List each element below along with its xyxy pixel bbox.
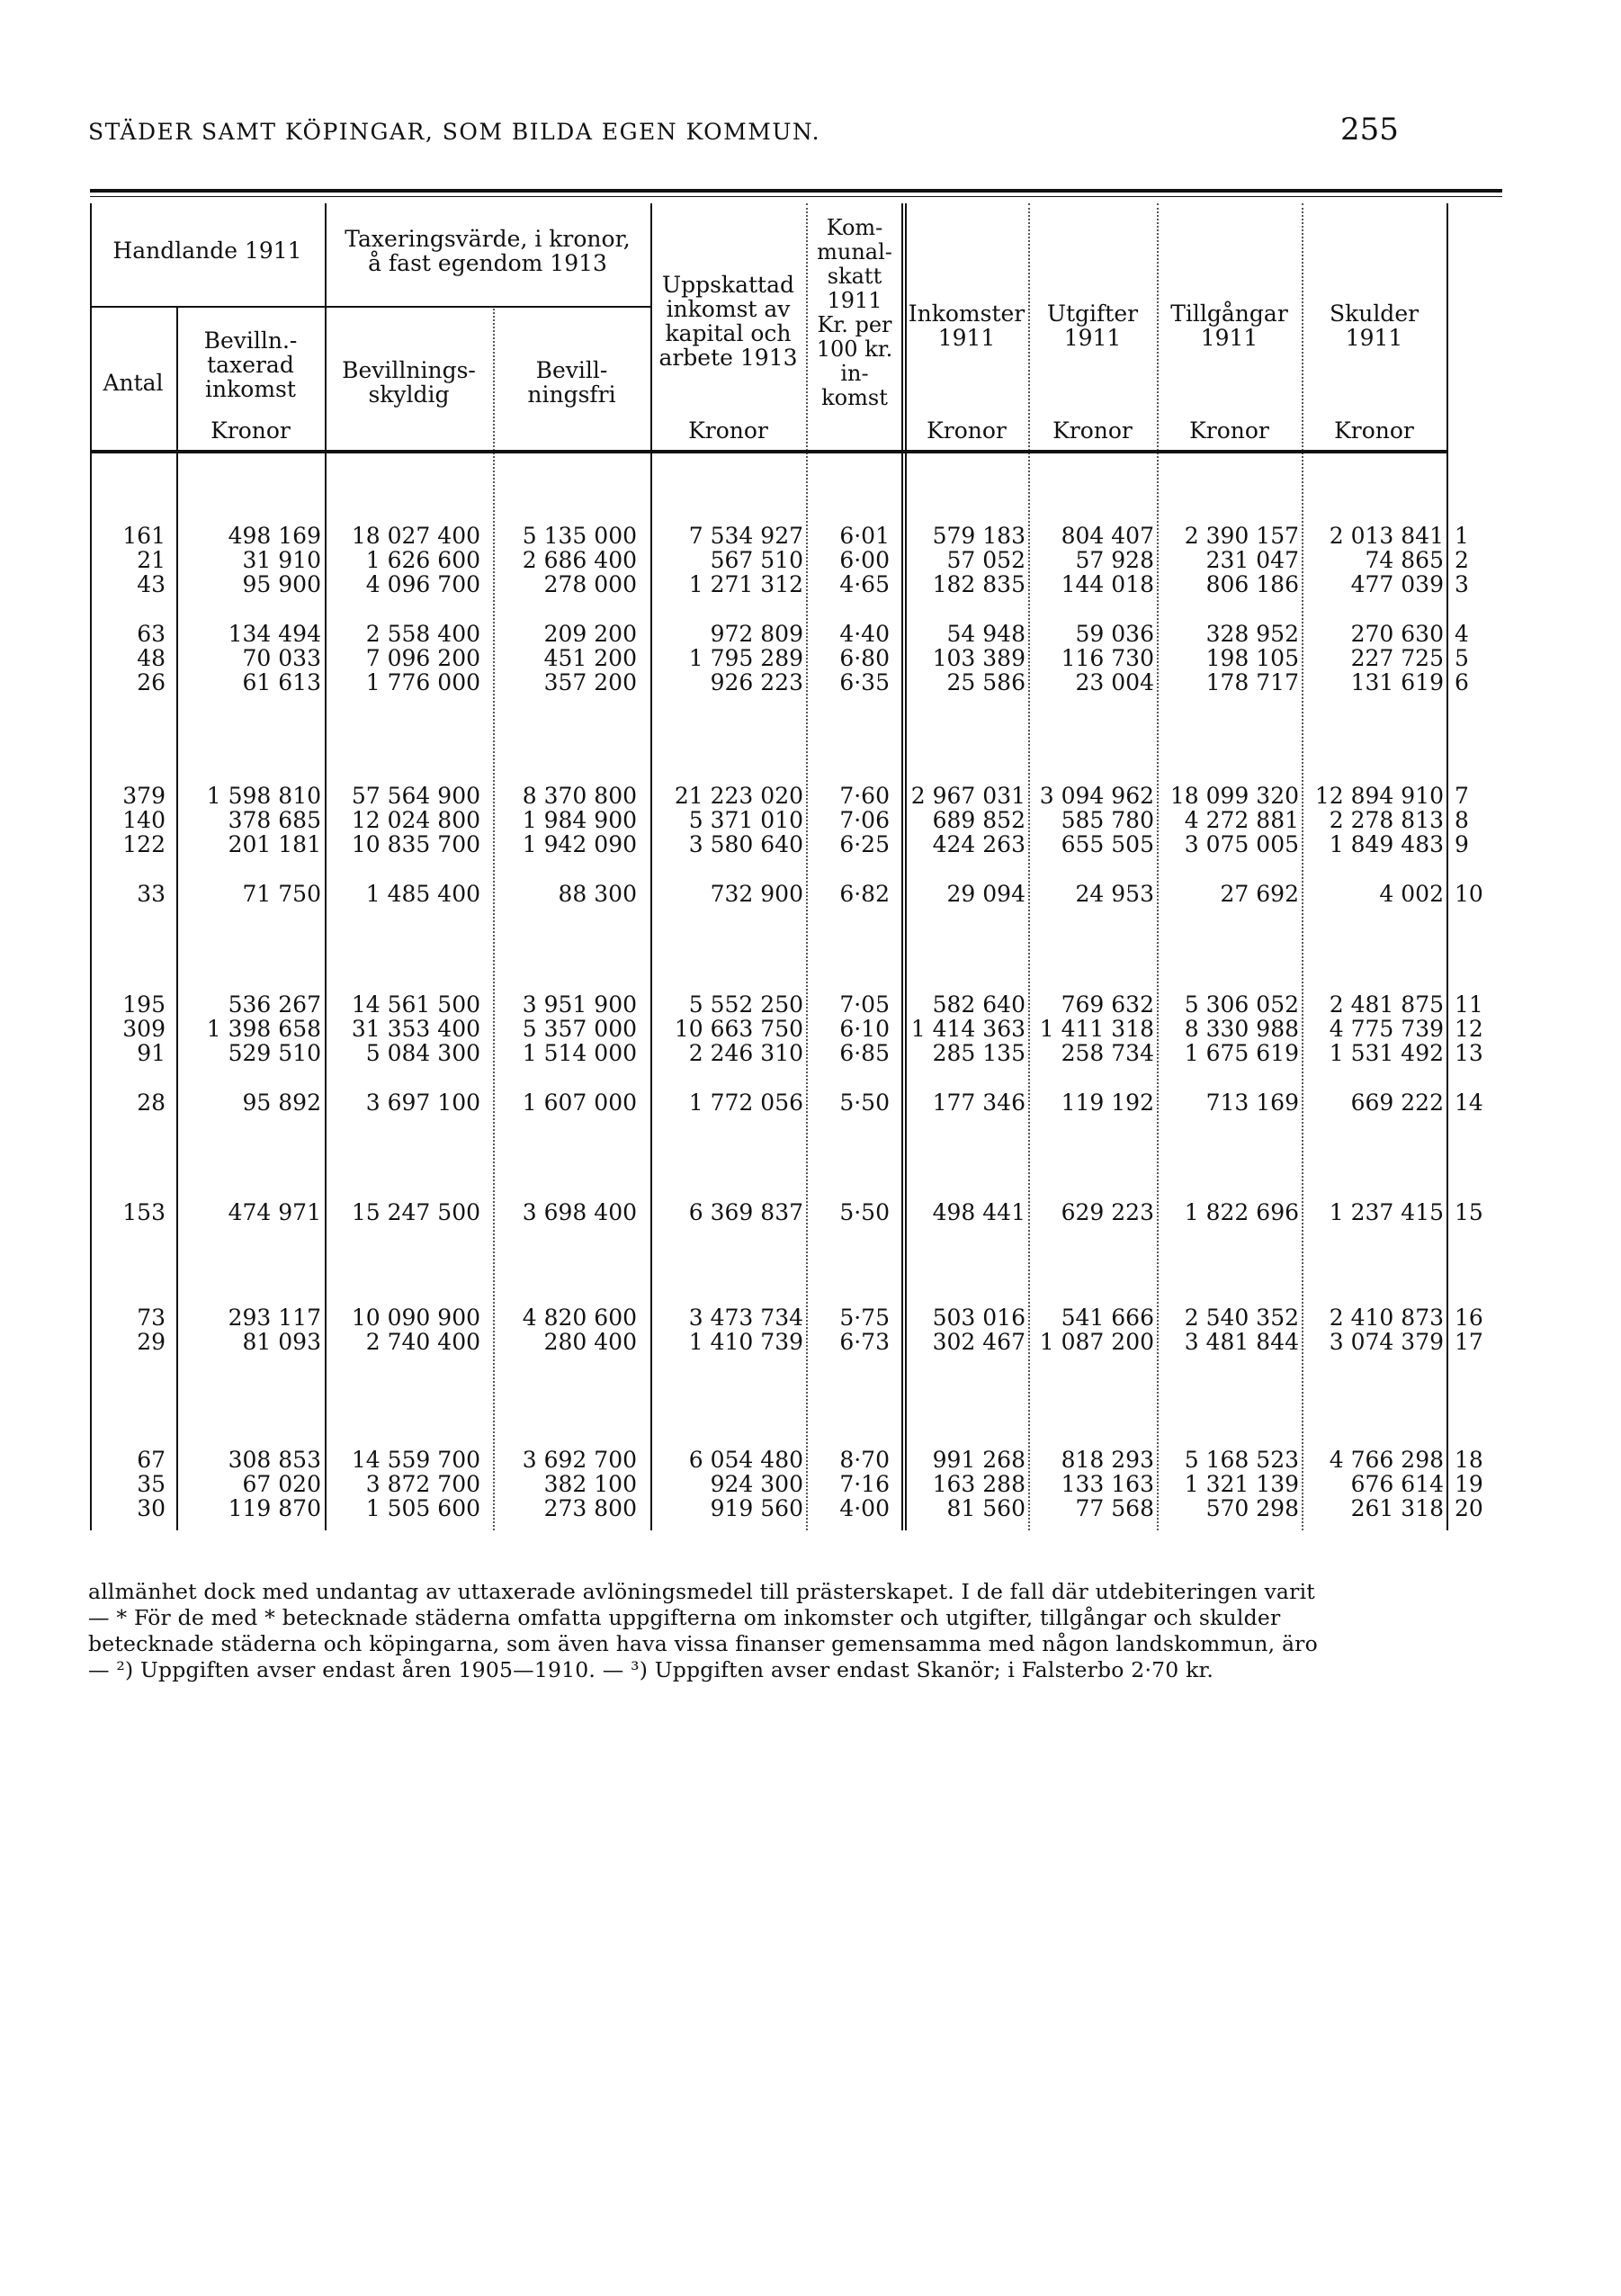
cell-antal: 153 [122,1199,166,1225]
cell-uppsk: 3 473 734 [688,1305,803,1331]
cell-bevilln: 95 900 [242,571,321,597]
table-row [0,622,1621,646]
table-row [0,1496,1621,1520]
cell-inkomster: 689 852 [932,807,1025,833]
cell-skatt: 4·65 [839,571,890,597]
cell-uppsk: 1 271 312 [688,571,803,597]
cell-tillgangar: 178 717 [1205,669,1299,695]
footnote-line: — ²) Uppgiften avser endast åren 1905—1910. — ³) Uppgiften avser endast Skanör; i Falsterbo 2·70 kr. [88,1657,1214,1682]
header-bottom-rule [90,450,1446,453]
cell-inkomster: 57 052 [946,547,1025,573]
cell-nr: 20 [1455,1495,1483,1521]
cell-uppsk: 10 663 750 [674,1016,803,1042]
cell-uppsk: 7 534 927 [688,523,803,549]
cell-inkomster: 582 640 [932,991,1025,1018]
cell-inkomster: 424 263 [932,831,1025,857]
cell-skatt: 6·85 [839,1040,890,1066]
cell-utgifter: 258 734 [1061,1040,1154,1066]
cell-skatt: 6·00 [839,547,890,573]
cell-utgifter: 804 407 [1061,523,1154,549]
cell-fri: 357 200 [543,669,637,695]
cell-bevilln: 1 398 658 [206,1016,321,1042]
cell-bevilln: 67 020 [242,1471,321,1497]
cell-nr: 19 [1455,1471,1483,1497]
cell-nr: 1 [1455,523,1469,549]
cell-utgifter: 59 036 [1075,621,1154,647]
cell-skyldig: 7 096 200 [365,645,480,671]
cell-skulder: 261 318 [1350,1495,1444,1521]
cell-fri: 1 984 900 [522,807,637,833]
cell-antal: 195 [122,991,166,1018]
cell-fri: 1 514 000 [522,1040,637,1066]
cell-utgifter: 57 928 [1075,547,1154,573]
header-kommunalskatt: Kom- munal- skatt 1911 Kr. per 100 kr. in- komst [816,215,893,410]
cell-bevilln: 308 853 [228,1447,321,1473]
cell-bevilln: 498 169 [228,523,321,549]
cell-bevilln: 1 598 810 [206,783,321,809]
cell-tillgangar: 1 321 139 [1184,1471,1299,1497]
cell-inkomster: 2 967 031 [910,783,1025,809]
header-kronor: Kronor [1334,417,1414,444]
header-skulder: Skulder 1911 [1329,300,1419,351]
cell-skatt: 6·10 [839,1016,890,1042]
header-antal: Antal [103,370,164,396]
cell-skyldig: 31 353 400 [351,1016,480,1042]
cell-bevilln: 293 117 [228,1305,321,1331]
cell-uppsk: 924 300 [710,1471,803,1497]
cell-skulder: 2 278 813 [1329,807,1444,833]
cell-skatt: 6·35 [839,669,890,695]
cell-fri: 88 300 [558,881,637,907]
cell-fri: 3 692 700 [522,1447,637,1473]
cell-fri: 273 800 [543,1495,637,1521]
cell-skatt: 6·82 [839,881,890,907]
cell-fri: 280 400 [543,1329,637,1355]
cell-fri: 1 607 000 [522,1090,637,1116]
cell-utgifter: 3 094 962 [1039,783,1154,809]
cell-fri: 4 820 600 [522,1305,637,1331]
header-bevilln-taxerad: Bevilln.- taxerad inkomst [203,327,298,402]
header-kronor: Kronor [1052,417,1133,444]
cell-antal: 28 [137,1090,166,1116]
cell-antal: 309 [122,1016,166,1042]
cell-fri: 451 200 [543,645,637,671]
cell-utgifter: 133 163 [1061,1471,1154,1497]
cell-tillgangar: 4 272 881 [1184,807,1299,833]
cell-fri: 3 951 900 [522,991,637,1018]
cell-skatt: 4·00 [839,1495,890,1521]
cell-bevilln: 71 750 [242,881,321,907]
table-row [0,572,1621,596]
cell-tillgangar: 2 540 352 [1184,1305,1299,1331]
cell-inkomster: 54 948 [946,621,1025,647]
cell-tillgangar: 198 105 [1205,645,1299,671]
cell-tillgangar: 18 099 320 [1169,783,1299,809]
cell-bevilln: 474 971 [228,1199,321,1225]
cell-antal: 140 [122,807,166,833]
header-subrule [90,306,650,308]
header-handlande: Handlande 1911 [112,238,302,264]
cell-uppsk: 21 223 020 [674,783,803,809]
cell-utgifter: 1 087 200 [1039,1329,1154,1355]
cell-utgifter: 769 632 [1061,991,1154,1018]
cell-bevilln: 529 510 [228,1040,321,1066]
cell-bevilln: 119 870 [228,1495,321,1521]
table-row [0,1305,1621,1330]
cell-skatt: 5·75 [839,1305,890,1331]
cell-skulder: 1 849 483 [1329,831,1444,857]
header-utgifter: Utgifter 1911 [1046,300,1139,351]
cell-fri: 3 698 400 [522,1199,637,1225]
cell-bevilln: 95 892 [242,1090,321,1116]
cell-nr: 2 [1455,547,1469,573]
cell-inkomster: 498 441 [932,1199,1025,1225]
cell-bevilln: 201 181 [228,831,321,857]
cell-nr: 11 [1455,991,1483,1018]
cell-uppsk: 5 371 010 [688,807,803,833]
cell-skulder: 1 531 492 [1329,1040,1444,1066]
cell-tillgangar: 5 306 052 [1184,991,1299,1018]
cell-skatt: 6·80 [839,645,890,671]
cell-tillgangar: 1 675 619 [1184,1040,1299,1066]
cell-antal: 67 [137,1447,166,1473]
table-row [0,784,1621,808]
cell-tillgangar: 3 481 844 [1184,1329,1299,1355]
cell-inkomster: 182 835 [932,571,1025,597]
cell-bevilln: 536 267 [228,991,321,1018]
cell-inkomster: 103 389 [932,645,1025,671]
cell-nr: 15 [1455,1199,1483,1225]
cell-skyldig: 1 485 400 [365,881,480,907]
cell-antal: 91 [137,1040,166,1066]
cell-skyldig: 57 564 900 [351,783,480,809]
cell-fri: 5 357 000 [522,1016,637,1042]
cell-skyldig: 3 697 100 [365,1090,480,1116]
cell-utgifter: 818 293 [1061,1447,1154,1473]
cell-skatt: 7·60 [839,783,890,809]
cell-antal: 29 [137,1329,166,1355]
cell-uppsk: 919 560 [710,1495,803,1521]
table-row [0,1472,1621,1496]
cell-antal: 21 [137,547,166,573]
cell-skyldig: 10 835 700 [351,831,480,857]
cell-tillgangar: 570 298 [1205,1495,1299,1521]
cell-skyldig: 12 024 800 [351,807,480,833]
cell-skulder: 12 894 910 [1314,783,1444,809]
cell-skatt: 6·25 [839,831,890,857]
cell-skyldig: 15 247 500 [351,1199,480,1225]
cell-skulder: 4 002 [1379,881,1444,907]
cell-tillgangar: 27 692 [1220,881,1299,907]
cell-uppsk: 5 552 250 [688,991,803,1018]
cell-fri: 5 135 000 [522,523,637,549]
cell-skyldig: 2 558 400 [365,621,480,647]
cell-skyldig: 3 872 700 [365,1471,480,1497]
cell-inkomster: 991 268 [932,1447,1025,1473]
cell-nr: 12 [1455,1016,1483,1042]
cell-antal: 26 [137,669,166,695]
cell-inkomster: 163 288 [932,1471,1025,1497]
cell-skulder: 3 074 379 [1329,1329,1444,1355]
table-row [0,832,1621,857]
cell-skatt: 6·73 [839,1329,890,1355]
cell-uppsk: 732 900 [710,881,803,907]
cell-bevilln: 81 093 [242,1329,321,1355]
cell-tillgangar: 231 047 [1205,547,1299,573]
cell-utgifter: 144 018 [1061,571,1154,597]
footnote-line: betecknade städerna och köpingarna, som även hava vissa finanser gemensamma med någon landskommun, äro [88,1631,1318,1656]
cell-inkomster: 177 346 [932,1090,1025,1116]
cell-tillgangar: 806 186 [1205,571,1299,597]
table-row [0,1090,1621,1115]
table-row [0,992,1621,1017]
cell-skatt: 5·50 [839,1090,890,1116]
table-row [0,808,1621,832]
cell-skulder: 1 237 415 [1329,1199,1444,1225]
header-kronor: Kronor [210,417,291,444]
cell-skatt: 6·01 [839,523,890,549]
cell-uppsk: 926 223 [710,669,803,695]
cell-uppsk: 1 410 739 [688,1329,803,1355]
cell-nr: 5 [1455,645,1469,671]
cell-antal: 43 [137,571,166,597]
cell-utgifter: 119 192 [1061,1090,1154,1116]
cell-nr: 4 [1455,621,1469,647]
table-row [0,882,1621,906]
cell-skulder: 131 619 [1350,669,1444,695]
table-row [0,1200,1621,1224]
cell-fri: 278 000 [543,571,637,597]
cell-uppsk: 1 772 056 [688,1090,803,1116]
cell-skyldig: 10 090 900 [351,1305,480,1331]
cell-skatt: 7·06 [839,807,890,833]
header-kronor: Kronor [688,417,768,444]
cell-skatt: 7·16 [839,1471,890,1497]
cell-skulder: 4 766 298 [1329,1447,1444,1473]
cell-bevilln: 70 033 [242,645,321,671]
cell-skyldig: 1 626 600 [365,547,480,573]
cell-tillgangar: 713 169 [1205,1090,1299,1116]
cell-tillgangar: 2 390 157 [1184,523,1299,549]
header-kronor: Kronor [927,417,1007,444]
cell-inkomster: 1 414 363 [910,1016,1025,1042]
cell-inkomster: 29 094 [946,881,1025,907]
cell-nr: 3 [1455,571,1469,597]
cell-skulder: 4 775 739 [1329,1016,1444,1042]
cell-inkomster: 81 560 [946,1495,1025,1521]
footnote-line: — * För de med * betecknade städerna omfatta uppgifterna om inkomster och utgifter, tillgångar och skulder [88,1605,1281,1630]
cell-uppsk: 1 795 289 [688,645,803,671]
cell-skulder: 270 630 [1350,621,1444,647]
cell-skulder: 227 725 [1350,645,1444,671]
cell-skatt: 5·50 [839,1199,890,1225]
cell-skyldig: 1 776 000 [365,669,480,695]
cell-tillgangar: 5 168 523 [1184,1447,1299,1473]
table-row [0,1041,1621,1065]
cell-utgifter: 585 780 [1061,807,1154,833]
cell-skyldig: 14 559 700 [351,1447,480,1473]
cell-antal: 73 [137,1305,166,1331]
header-inkomster: Inkomster 1911 [908,300,1025,351]
cell-nr: 7 [1455,783,1469,809]
header-taxeringsvarde: Taxeringsvärde, i kronor, å fast egendom 1913 [345,226,631,276]
cell-skyldig: 2 740 400 [365,1329,480,1355]
cell-utgifter: 541 666 [1061,1305,1154,1331]
cell-skulder: 74 865 [1365,547,1444,573]
cell-tillgangar: 328 952 [1205,621,1299,647]
cell-fri: 8 370 800 [522,783,637,809]
cell-nr: 16 [1455,1305,1483,1331]
table-row [0,670,1621,695]
cell-antal: 379 [122,783,166,809]
cell-skatt: 8·70 [839,1447,890,1473]
cell-skyldig: 18 027 400 [351,523,480,549]
cell-antal: 33 [137,881,166,907]
cell-skulder: 669 222 [1350,1090,1444,1116]
cell-tillgangar: 1 822 696 [1184,1199,1299,1225]
cell-antal: 35 [137,1471,166,1497]
running-head: STÄDER SAMT KÖPINGAR, SOM BILDA EGEN KOMMUN. [88,119,821,145]
header-bevillningsfri: Bevill- ningsfri [527,357,616,408]
cell-uppsk: 6 054 480 [688,1447,803,1473]
cell-fri: 209 200 [543,621,637,647]
cell-skyldig: 1 505 600 [365,1495,480,1521]
cell-skatt: 4·40 [839,621,890,647]
cell-utgifter: 23 004 [1075,669,1154,695]
footnotes [88,1579,1500,1683]
cell-utgifter: 116 730 [1061,645,1154,671]
cell-skyldig: 14 561 500 [351,991,480,1018]
cell-skyldig: 4 096 700 [365,571,480,597]
cell-nr: 17 [1455,1329,1483,1355]
cell-skulder: 2 013 841 [1329,523,1444,549]
cell-skulder: 676 614 [1350,1471,1444,1497]
cell-antal: 63 [137,621,166,647]
cell-uppsk: 567 510 [710,547,803,573]
cell-inkomster: 302 467 [932,1329,1025,1355]
header-kronor: Kronor [1189,417,1269,444]
header-tillgangar: Tillgångar 1911 [1170,300,1288,351]
cell-inkomster: 25 586 [946,669,1025,695]
cell-utgifter: 655 505 [1061,831,1154,857]
cell-skulder: 477 039 [1350,571,1444,597]
table-row [0,646,1621,670]
cell-bevilln: 31 910 [242,547,321,573]
table-row [0,524,1621,548]
table-row [0,1448,1621,1472]
cell-uppsk: 2 246 310 [688,1040,803,1066]
header-uppskattad: Uppskattad inkomst av kapital och arbete 1913 [658,272,798,371]
cell-nr: 13 [1455,1040,1483,1066]
cell-utgifter: 1 411 318 [1039,1016,1154,1042]
cell-skatt: 7·05 [839,991,890,1018]
cell-tillgangar: 3 075 005 [1184,831,1299,857]
cell-nr: 18 [1455,1447,1483,1473]
table-row [0,1330,1621,1354]
cell-uppsk: 6 369 837 [688,1199,803,1225]
cell-nr: 14 [1455,1090,1483,1116]
cell-utgifter: 24 953 [1075,881,1154,907]
cell-antal: 122 [122,831,166,857]
cell-utgifter: 629 223 [1061,1199,1154,1225]
cell-tillgangar: 8 330 988 [1184,1016,1299,1042]
cell-fri: 382 100 [543,1471,637,1497]
cell-antal: 30 [137,1495,166,1521]
cell-antal: 48 [137,645,166,671]
cell-nr: 8 [1455,807,1469,833]
cell-uppsk: 3 580 640 [688,831,803,857]
cell-fri: 2 686 400 [522,547,637,573]
table-row [0,548,1621,572]
cell-bevilln: 378 685 [228,807,321,833]
page-number: 255 [1340,112,1399,148]
table-row [0,1017,1621,1041]
cell-nr: 6 [1455,669,1469,695]
cell-skyldig: 5 084 300 [365,1040,480,1066]
cell-nr: 9 [1455,831,1469,857]
cell-bevilln: 134 494 [228,621,321,647]
cell-nr: 10 [1455,881,1483,907]
cell-utgifter: 77 568 [1075,1495,1154,1521]
cell-skulder: 2 410 873 [1329,1305,1444,1331]
header-bevillningsskyldig: Bevillnings- skyldig [342,357,476,408]
cell-skulder: 2 481 875 [1329,991,1444,1018]
cell-inkomster: 285 135 [932,1040,1025,1066]
cell-antal: 161 [122,523,166,549]
cell-bevilln: 61 613 [242,669,321,695]
cell-inkomster: 503 016 [932,1305,1025,1331]
footnote-line: allmänhet dock med undantag av uttaxerade avlöningsmedel till prästerskapet. I de fall där utdebiteringen varit [88,1579,1315,1604]
cell-fri: 1 942 090 [522,831,637,857]
cell-uppsk: 972 809 [710,621,803,647]
cell-inkomster: 579 183 [932,523,1025,549]
